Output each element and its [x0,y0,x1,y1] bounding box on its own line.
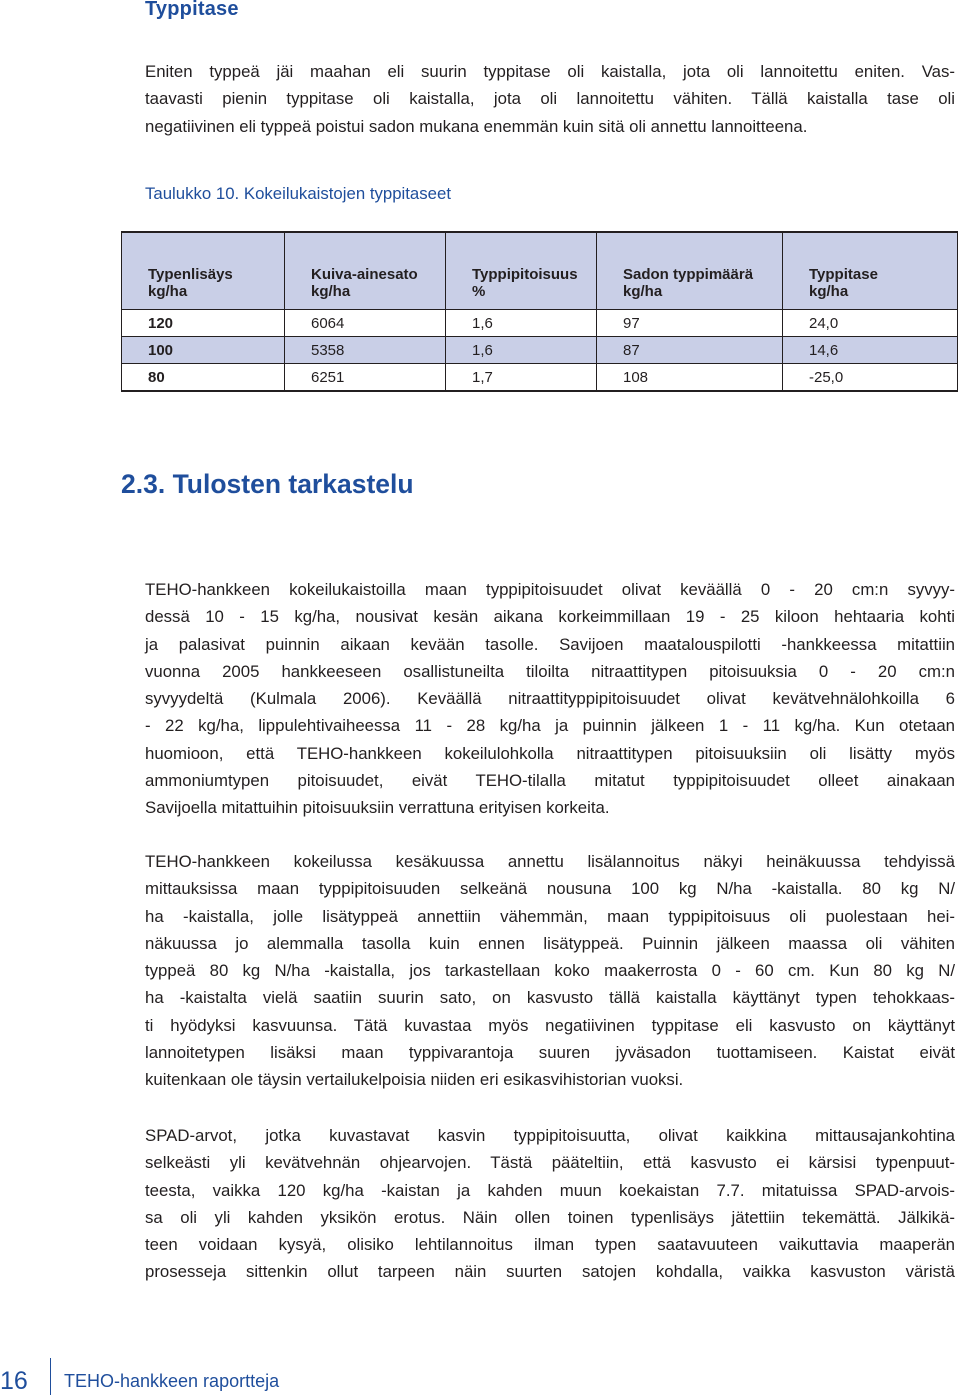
paragraph-line: - 22 kg/ha, lippulehtivaiheessa 11 - 28 kg/ha ja puinnin jälkeen 1 - 11 kg/ha. Kun otetaan [145,716,955,736]
table-cell: 1,6 [446,310,597,337]
paragraph-line: Eniten typpeä jäi maahan eli suurin typpitase oli kaistalla, jota oli lannoitettu eniten. Vas- [145,62,955,81]
paragraph-line: SPAD-arvot, jotka kuvastavat kasvin typpipitoisuutta, olivat kaikkina mittausajankohtina [145,1126,955,1145]
paragraph-line: ti hyödyksi kasvuunsa. Tätä kuvastaa myös negatiivinen typpitase eli kasvusto on käyttänyt [145,1015,955,1035]
table-cell: 108 [597,364,783,392]
table-row [122,337,958,364]
paragraph-line: negatiivinen eli typpeä poistui sadon mukana enemmän kuin sitä oli annettu lannoitteena. [145,116,808,136]
section-title: Typpitase [145,0,239,20]
paragraph-line: teesta, vaikka 120 kg/ha -kaistan ja kahden muun koekaistan 7.7. mitatuissa SPAD-arvois- [145,1180,955,1200]
paragraph-line: näkuussa jo alemmalla tasolla kuin ennen lisätyppeä. Puinnin jälkeen maassa oli vähiten [145,933,955,953]
section-subheading: 2.3. Tulosten tarkastelu [121,469,414,499]
body-paragraph [145,576,955,822]
table-cell: 14,6 [783,337,958,364]
paragraph-line: lannoitetypen lisäksi maan typpivarantoja suuren jyväsadon tuottamiseen. Kaistat eivät [145,1043,955,1063]
column-unit: kg/ha [122,283,285,310]
footer-divider [50,1358,51,1395]
table-cell: 24,0 [783,310,958,337]
body-paragraph [145,1122,955,1286]
paragraph-line: prosesseja sittenkin ollut tarpeen näin suurten satojen kohdalla, vaikka kasvuston väristä [145,1262,955,1282]
column-header: Sadon typpimäärä [597,232,783,283]
page-number: 16 [0,1367,28,1395]
paragraph-line: teen voidaan kysyä, olisiko lehtilannoitus ilman typen saatavuuteen vaikuttavia maaperän [145,1235,955,1255]
paragraph-line: kuitenkaan ole täysin vertailukelpoisia niiden eri esikasvihistorian vuoksi. [145,1070,684,1090]
table-cell: 6251 [285,364,446,392]
paragraph-line: TEHO-hankkeen kokeilukaistoilla maan typpipitoisuudet olivat keväällä 0 - 20 cm:n syvyy- [145,580,955,599]
paragraph-line: selkeästi yli kevätvehnän ohjearvojen. Tästä pääteltiin, että kasvusto ei kärsisi typenpuut- [145,1153,955,1173]
paragraph-line: ha -kaistalta vielä saatiin suurin sato, on kasvusto tällä kaistalla käyttänyt typen tehokkaas- [145,988,955,1008]
paragraph-line: typpeä 80 kg N/ha -kaistalla, jos tarkastellaan koko maakerrosta 0 - 60 cm. Kun 80 kg N/ [145,961,955,981]
paragraph-line: dessä 10 - 15 kg/ha, nousivat kesän aikana korkeimmillaan 19 - 25 kiloon hehtaaria kohti [145,607,955,627]
nitrogen-balance-table [121,231,958,392]
table-cell: 97 [597,310,783,337]
column-unit: kg/ha [597,283,783,310]
table-unit-row [122,283,958,310]
table-cell: 5358 [285,337,446,364]
table-cell: 1,7 [446,364,597,392]
table-cell: -25,0 [783,364,958,392]
table-cell: 80 [122,364,285,392]
paragraph-line: sa oli yli kahden yksikön erotus. Näin ollen toinen typenlisäys jätettiin tekemättä. Jälkikä- [145,1207,955,1227]
table-row [122,364,958,392]
column-unit: kg/ha [783,283,958,310]
table-cell: 120 [122,310,285,337]
paragraph-line: ammoniumtypen pitoisuudet, eivät TEHO-tilalla mitatut typpipitoisuudet olleet ainakaan [145,771,955,791]
paragraph-line: taavasti pienin typpitase oli kaistalla, jota oli lannoitettu vähiten. Tällä kaistalla tase oli [145,89,955,109]
table-cell: 1,6 [446,337,597,364]
paragraph-line: ha -kaistalla, jolle lisätyppeä annettiin vähemmän, maan typpipitoisuus oli puolestaan hei- [145,906,955,926]
column-header: Typpipitoisuus [446,232,597,283]
table-cell: 100 [122,337,285,364]
report-series-title: TEHO-hankkeen raportteja [64,1371,280,1391]
paragraph-line: huomioon, että TEHO-hankkeen kokeilulohkolla nitraattitypen pitoisuuksiin oli lisätty myös [145,743,955,763]
paragraph-line: vuonna 2005 hankkeeseen osallistuneilta tiloilta nitraattitypen pitoisuuksia 0 - 20 cm:n [145,661,955,681]
column-unit: % [446,283,597,310]
table-caption: Taulukko 10. Kokeilukaistojen typpitaseet [145,184,451,203]
paragraph-line: TEHO-hankkeen kokeilussa kesäkuussa annettu lisälannoitus näkyi heinäkuussa tehdyissä [145,852,955,871]
paragraph-line: syvyydeltä (Kulmala 2006). Keväällä nitraattityppipitoisuudet olivat kevätvehnälohkoilla 6 [145,689,955,709]
paragraph-line: ja palasivat puinnin aikaan kevään tasolle. Savijoen maatalouspilotti -hankkeessa mitattiin [145,634,955,654]
table-cell: 6064 [285,310,446,337]
paragraph-line: Savijoella mitattuihin pitoisuuksiin verrattuna erityisen korkeita. [145,798,610,818]
column-header: Typenlisäys [122,232,285,283]
body-paragraph [145,848,955,1094]
paragraph-line: mittauksissa maan typpipitoisuuden selkeänä nousuna 100 kg N/ha -kaistalla. 80 kg N/ [145,879,955,899]
table-cell: 87 [597,337,783,364]
column-unit: kg/ha [285,283,446,310]
column-header: Kuiva-ainesato [285,232,446,283]
intro-paragraph [145,58,955,140]
table-header-row [122,232,958,283]
column-header: Typpitase [783,232,958,283]
table-row [122,310,958,337]
